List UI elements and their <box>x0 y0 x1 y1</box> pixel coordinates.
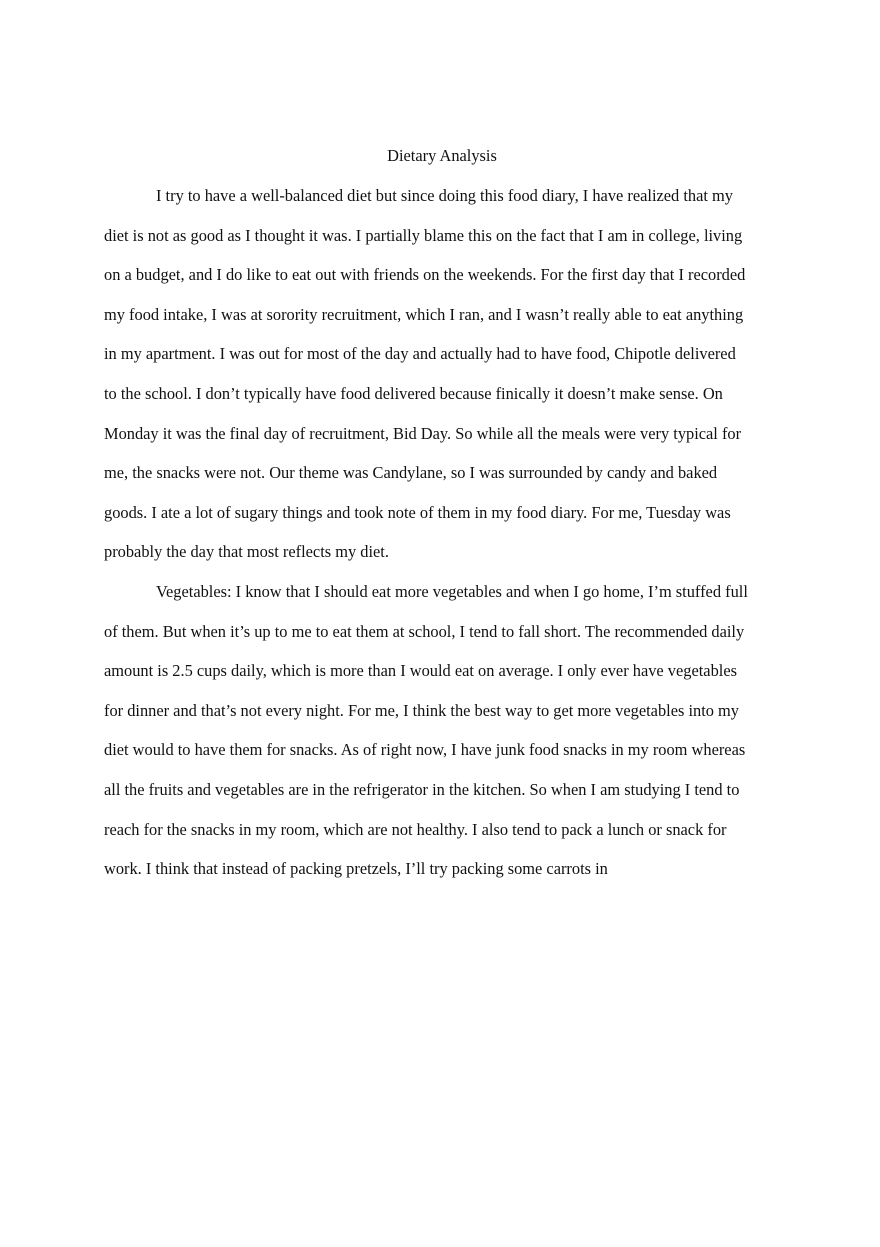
paragraph-1-line-8: me, the snacks were not. Our theme was Candylane, so I was surrounded by candy and baked <box>104 463 718 482</box>
paragraph-1-line-4: my food intake, I was at sorority recruitment, which I ran, and I wasn’t really able to eat anything <box>104 305 744 324</box>
paragraph-1-line-1: I try to have a well-balanced diet but since doing this food diary, I have realized that my <box>156 186 733 205</box>
paragraph-2-line-5: diet would to have them for snacks. As of right now, I have junk food snacks in my room whereas <box>104 740 746 759</box>
paragraph-2-line-8: work. I think that instead of packing pretzels, I’ll try packing some carrots in <box>104 859 608 878</box>
paragraph-1-line-2: diet is not as good as I thought it was. I partially blame this on the fact that I am in college, living <box>104 226 743 245</box>
document-title: Dietary Analysis <box>387 146 497 165</box>
paragraph-2-line-7: reach for the snacks in my room, which are not healthy. I also tend to pack a lunch or snack for <box>104 820 727 839</box>
paragraph-2-line-3: amount is 2.5 cups daily, which is more than I would eat on average. I only ever have vegetables <box>104 661 737 680</box>
paragraph-2-line-6: all the fruits and vegetables are in the refrigerator in the kitchen. So when I am studying I tend to <box>104 780 740 799</box>
paragraph-1-line-6: to the school. I don’t typically have food delivered because finically it doesn’t make sense. On <box>104 384 723 403</box>
paragraph-1-line-3: on a budget, and I do like to eat out with friends on the weekends. For the first day that I recorded <box>104 265 746 284</box>
paragraph-1-line-10: probably the day that most reflects my diet. <box>104 542 389 561</box>
paragraph-2-line-4: for dinner and that’s not every night. For me, I think the best way to get more vegetables into my <box>104 701 739 720</box>
paragraph-1-line-5: in my apartment. I was out for most of the day and actually had to have food, Chipotle delivered <box>104 344 736 363</box>
paragraph-2-line-1: Vegetables: I know that I should eat more vegetables and when I go home, I’m stuffed full <box>156 582 748 601</box>
paragraph-1-line-7: Monday it was the final day of recruitment, Bid Day. So while all the meals were very typical for <box>104 424 742 443</box>
paragraph-2-line-2: of them. But when it’s up to me to eat them at school, I tend to fall short. The recommended daily <box>104 622 745 641</box>
paragraph-1-line-9: goods. I ate a lot of sugary things and took note of them in my food diary. For me, Tuesday was <box>104 503 731 522</box>
